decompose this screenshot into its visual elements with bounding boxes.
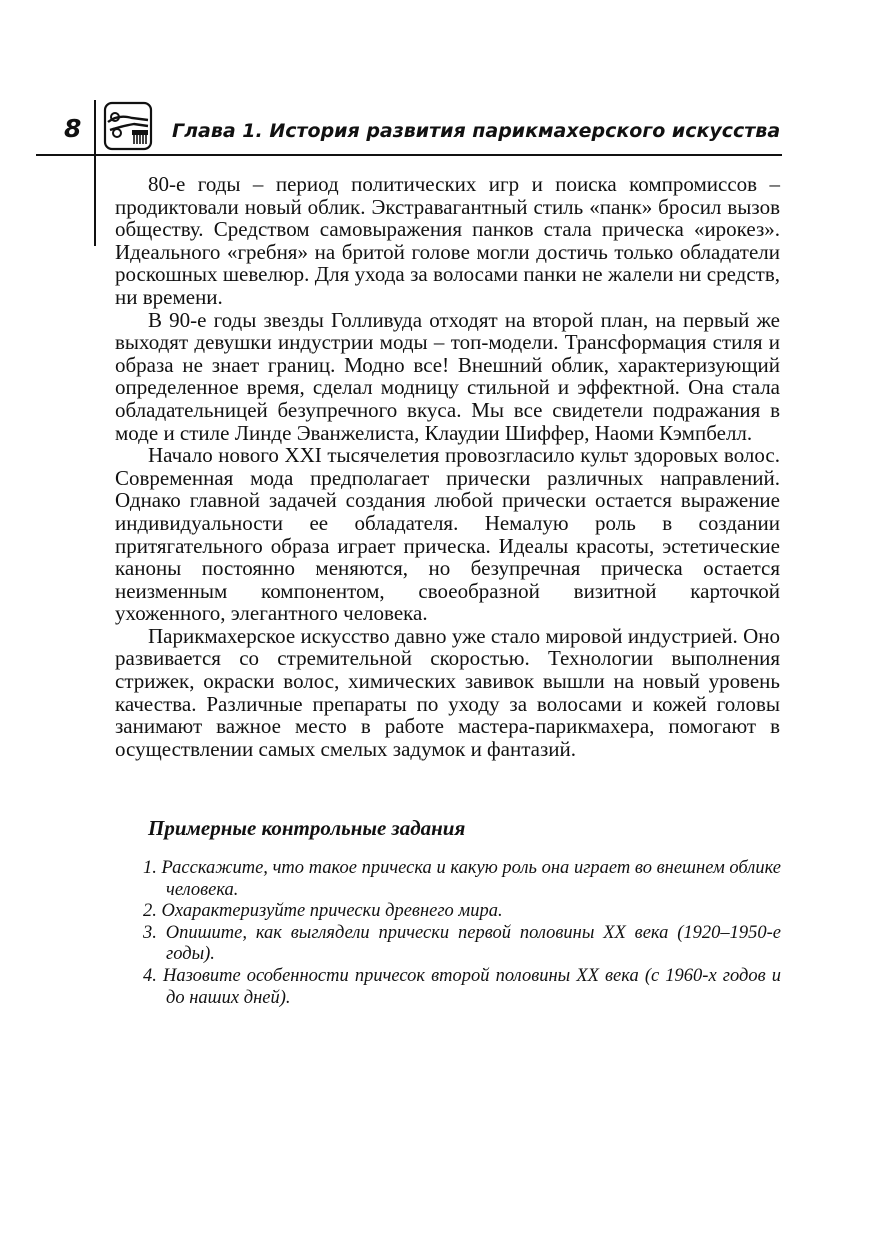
task-list	[143, 858, 781, 1009]
header-vertical-rule	[94, 100, 96, 246]
chapter-title: Глава 1. История развития парикмахерского искусства	[172, 120, 781, 142]
paragraph: Начало нового XXI тысячелетия провозгласило культ здоровых волос. Современная мода предполагает прически различных направлений. Однако главной задачей создания любой прически остается выражение индивидуальности ее обладателя. Немалую роль в создании притягательного образа играет прическа. Идеалы красоты, эстетические каноны постоянно меняются, но безупречная прическа остается неизменным компонентом, своеобразной визитной карточкой ухоженного, элегантного человека.	[115, 443, 780, 626]
paragraph: В 90-е годы звезды Голливуда отходят на второй план, на первый же выходят девушки индустрии моды – топ-модели. Трансформация стиля и образа не знает границ. Модно все! Внешний облик, характеризующий определенное время, сделал модницу стильной и эффектной. Она стала обладательницей безупречного вкуса. Мы все свидетели подражания в моде и стиле Линде Эванжелиста, Клаудии Шиффер, Наоми Кэмпбелл.	[115, 307, 780, 445]
task-item: 2. Охарактеризуйте прически древнего мира.	[143, 901, 503, 922]
section-heading: Примерные контрольные задания	[148, 816, 466, 840]
task-item: 4. Назовите особенности причесок второй половины XX века (с 1960-х годов и до наших дней).	[143, 965, 781, 1008]
header-horizontal-rule	[36, 154, 782, 156]
paragraph: 80-е годы – период политических игр и поиска компромиссов – продиктовали новый облик. Экстравагантный стиль «панк» бросил вызов обществу. Средством самовыражения панков стала прическа «ирокез». Идеального «гребня» на бритой голове могли достичь только обладатели роскошных шевелюр. Для ухода за волосами панки не жалели ни средств, ни времени.	[115, 172, 780, 309]
task-item: 3. Опишите, как выглядели прически первой половины XX века (1920–1950-е годы).	[143, 922, 781, 965]
page-number: 8	[64, 114, 82, 143]
scissors-comb-icon	[102, 100, 154, 152]
task-item: 1. Расскажите, что такое прическа и какую роль она играет во внешнем облике человека.	[143, 858, 781, 900]
body-text	[115, 173, 780, 760]
paragraph: Парикмахерское искусство давно уже стало мировой индустрией. Оно развивается со стремительной скоростью. Технологии выполнения стрижек, окраски волос, химических завивок вышли на новый уровень качества. Различные препараты по уходу за волосами и кожей головы занимают важное место в работе мастера-парикмахера, помогают в осуществлении самых смелых задумок и фантазий.	[115, 623, 780, 761]
